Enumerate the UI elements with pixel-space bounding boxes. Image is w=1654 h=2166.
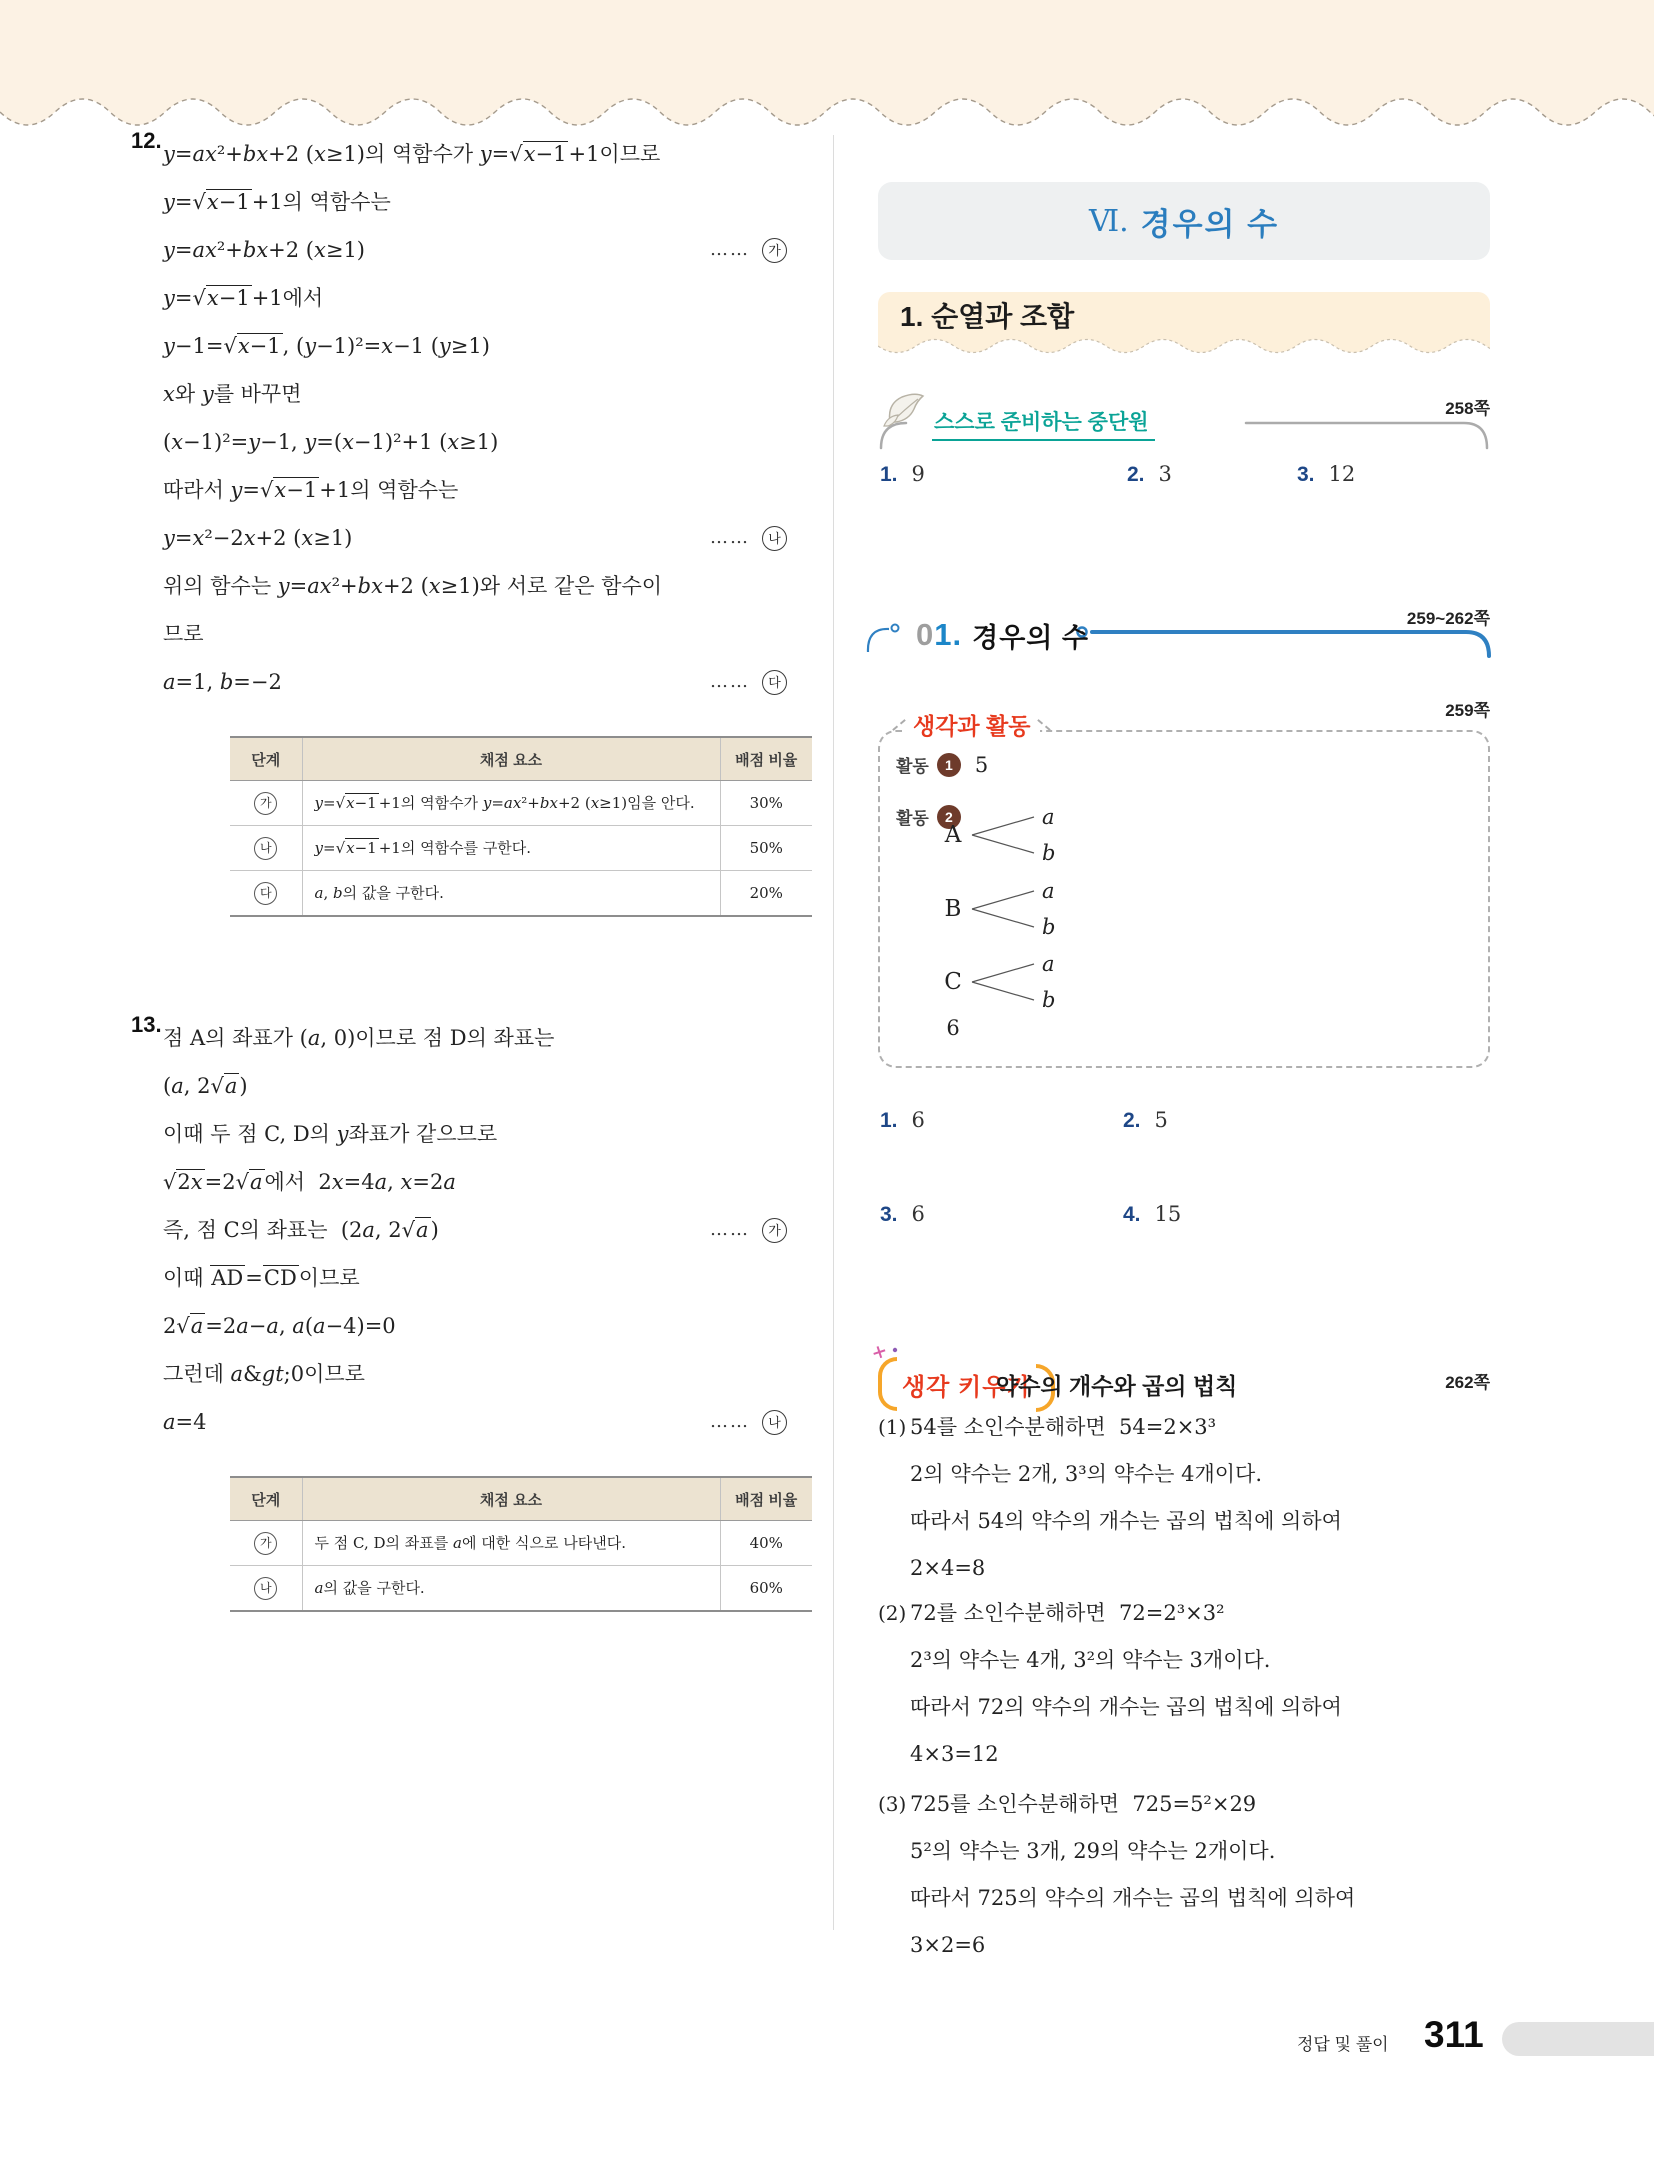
solution-line: 따라서 y=√x−1+1의 역함수는 [163,478,459,502]
activity-number-badge: 2 [937,805,961,829]
think-item-2: (2) 72를 소인수분해하면 72=2³×3² 2³의 약수는 4개, 3²의 약수는 3개이다. 따라서 72의 약수의 개수는 곱의 법칙에 의하여 4×3=12 [878,1590,1490,1778]
criteria-cell: 두 점 C, D의 좌표를 a에 대한 식으로 나타낸다. [302,1521,720,1566]
answer-item: 2. 5 [1123,1108,1168,1132]
tree-fork-lines [968,958,1038,1006]
criteria-cell: a의 값을 구한다. [302,1566,720,1612]
circled-step-icon: 나 [762,526,787,551]
page-ref: 258쪽 [1445,399,1490,418]
circled-step-icon: 나 [762,1410,787,1435]
chapter-number: Ⅵ. [1088,203,1129,239]
grading-table-13 [230,1476,812,1612]
problem-12 [133,118,833,706]
tree-fork-lines [968,885,1038,933]
table-row [230,871,812,917]
column-divider [833,135,834,1930]
circled-step-icon: 다 [762,670,787,695]
step-marker: …… 나 [710,1398,787,1446]
tree-total-count: 6 [946,1016,960,1040]
col-header-ratio: 배점 비율 [720,1477,812,1521]
grading-table-12 [230,736,812,917]
tree-fork-lines [968,811,1038,859]
activity-box [878,730,1490,1068]
problem-number: 12. [131,128,162,153]
circled-step-icon: 가 [254,1532,277,1555]
ratio-cell: 30% [720,781,812,826]
step-marker: …… 다 [710,658,787,706]
lesson-number: 01. [916,617,963,652]
think-grow-badge: 생각 키우기 [878,1356,1055,1412]
step-marker: …… 가 [710,1206,787,1254]
activity-item-1: 활동 1 5 [896,752,989,777]
page-ref: 262쪽 [1445,1373,1490,1392]
circled-step-icon: 가 [254,792,277,815]
circled-step-icon: 나 [254,837,277,860]
activity-item-2: 활동 2 [896,804,961,829]
solution-line: 므로 [163,622,204,646]
solution-lines [163,118,833,706]
solution-line: y=√x−1+1에서 [163,286,324,310]
table-row [230,1521,812,1566]
criteria-cell: y=√x−1 +1의 역함수를 구한다. [302,826,720,871]
section-header [878,292,1490,360]
table-row [230,781,812,826]
solution-line: √2x=2√a에서 2x=4a, x=2a [163,1170,456,1194]
col-header-step: 단계 [230,1477,302,1521]
page-ref: 259쪽 [1445,701,1490,720]
item-number: (3) [878,1792,907,1816]
tree-group: C a b [944,952,1056,1012]
col-header-criteria: 채점 요소 [302,1477,720,1521]
solution-line: y=√x−1+1의 역함수는 [163,190,391,214]
lesson-header [878,610,1508,660]
chapter-title: 경우의 수 [1140,206,1280,242]
criteria-cell: y=√x−1 +1의 역함수가 y=ax²+bx+2 (x≥1)임을 안다. [302,781,720,826]
problem-13 [133,1002,833,1446]
solution-line: 이때 AD=CD이므로 [163,1266,360,1290]
answer-item: 1. 6 [880,1108,925,1132]
step-marker: …… 나 [710,514,787,562]
solution-line: 위의 함수는 y=ax²+bx+2 (x≥1)와 서로 같은 함수이 [163,574,663,598]
table-row [230,826,812,871]
solution-line: y=x²−2x+2 (x≥1) …… 나 [163,514,823,562]
solution-line: a=4 …… 나 [163,1398,823,1446]
sparkle-icon [870,1344,904,1370]
criteria-cell: a, b의 값을 구한다. [302,871,720,917]
step-marker: …… 가 [710,226,787,274]
prep-unit-label: 스스로 준비하는 중단원 [932,406,1155,441]
solution-line: 그런데 a&gt;0이므로 [163,1362,365,1386]
section-title: 1. 순열과 조합 [878,292,1490,338]
ratio-cell: 20% [720,871,812,917]
answer-item: 2. 3 [1127,462,1172,486]
item-number: (1) [878,1415,907,1439]
ratio-cell: 40% [720,1521,812,1566]
ratio-cell: 50% [720,826,812,871]
activity-number-badge: 1 [937,753,961,777]
solution-line: 점 A의 좌표가 (a, 0)이므로 점 D의 좌표는 [163,1026,555,1050]
solution-line: y=ax²+bx+2 (x≥1)의 역함수가 y=√x−1+1이므로 [163,142,661,166]
footer-label: 정답 및 풀이 [1297,2035,1389,2054]
page-ref: 259~262쪽 [1406,609,1490,628]
leaf-icon [882,390,928,430]
lesson-title: 경우의 수 [972,622,1089,653]
item-number: (2) [878,1601,907,1625]
tree-group: B a b [944,879,1056,939]
chapter-header [878,182,1490,260]
solution-line: y−1=√x−1, (y−1)²=x−1 (y≥1) [163,334,490,358]
circled-step-icon: 가 [762,1218,787,1243]
circled-step-icon: 나 [254,1577,277,1600]
left-column [133,118,833,1612]
solution-line: 즉, 점 C의 좌표는 (2a, 2√a) …… 가 [163,1206,823,1254]
solution-line: 이때 두 점 C, D의 y좌표가 같으므로 [163,1122,498,1146]
tree-group: A a b [944,805,1056,865]
col-header-criteria: 채점 요소 [302,737,720,781]
ratio-cell: 60% [720,1566,812,1612]
solution-line: a=1, b=−2 …… 다 [163,658,823,706]
answer-item: 1. 9 [880,462,925,486]
page-number: 311 [1424,2014,1484,2055]
answer-item: 3. 12 [1297,462,1356,486]
solution-line: (a, 2√a) [163,1074,248,1098]
activity-section-label: 생각과 활동 [903,708,1040,741]
circled-step-icon: 가 [762,238,787,263]
col-header-ratio: 배점 비율 [720,737,812,781]
answer-item: 3. 6 [880,1202,925,1226]
table-row [230,1566,812,1612]
think-grow-title: 약수의 개수와 곱의 법칙 [996,1373,1238,1399]
solution-line: 2√a=2a−a, a(a−4)=0 [163,1314,396,1338]
col-header-step: 단계 [230,737,302,781]
solution-line: (x−1)²=y−1, y=(x−1)²+1 (x≥1) [163,430,499,454]
answer-item: 4. 15 [1123,1202,1182,1226]
section-wave-edge [878,338,1490,360]
think-item-3: (3) 725를 소인수분해하면 725=5²×29 5²의 약수는 3개, 29의 약수는 2개이다. 따라서 725의 약수의 개수는 곱의 법칙에 의하여 3×2=6 [878,1781,1490,1969]
problem-number: 13. [131,1012,162,1037]
think-item-1: (1) 54를 소인수분해하면 54=2×3³ 2의 약수는 2개, 3³의 약수는 4개이다. 따라서 54의 약수의 개수는 곱의 법칙에 의하여 2×4=8 [878,1404,1490,1592]
circled-step-icon: 다 [254,882,277,905]
solution-lines [163,1002,833,1446]
page-edge-tab [1502,2022,1654,2056]
solution-line: y=ax²+bx+2 (x≥1) …… 가 [163,226,823,274]
solution-line: x와 y를 바꾸면 [163,382,302,406]
